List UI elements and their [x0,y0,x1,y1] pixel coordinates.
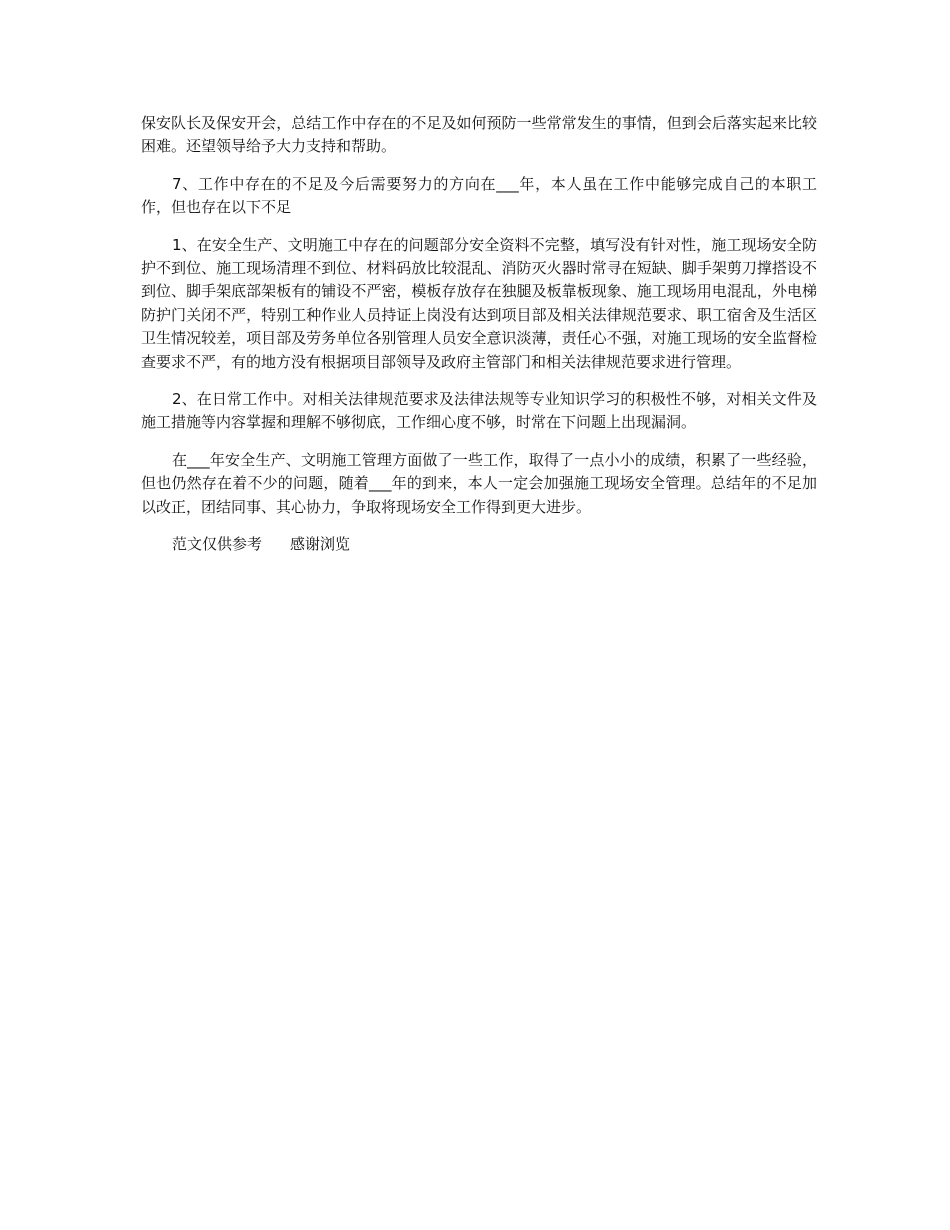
closing-line [141,533,817,556]
closing-left-text: 范文仅供参考 [172,535,263,554]
document-page [141,112,817,557]
paragraph-summary: 在___年安全生产、文明施工管理方面做了一些工作，取得了一点小小的成绩，积累了一些经验，但也仍然存在着不少的问题，随着___年的到来，本人一定会加强施工现场安全管理。总结年的不足加以改正，团结同事、其心协力，争取将现场安全工作得到更大进步。 [141,450,817,516]
paragraph-continuation: 保安队长及保安开会，总结工作中存在的不足及如何预防一些常常发生的事情，但到会后落实起来比较困难。还望领导给予大力支持和帮助。 [141,114,817,156]
paragraph-item-1: 1、在安全生产、文明施工中存在的问题部分安全资料不完整，填写没有针对性，施工现场安全防护不到位、施工现场清理不到位、材料码放比较混乱、消防灭火器时常寻在短缺、脚手架剪刀撑搭设不到位、脚手架底部架板有的铺设不严密，模板存放存在独腿及板靠板现象、施工现场用电混乱，外电梯防护门关闭不严，特别工种作业人员持证上岗没有达到项目部及相关法律规范要求、职工宿舍及生活区卫生情况较差，项目部及劳务单位各别管理人员安全意识淡薄，责任心不强，对施工现场的安全监督检查要求不严，有的地方没有根据项目部领导及政府主管部门和相关法律规范要求进行管理。 [141,235,817,371]
closing-right-text: 感谢浏览 [290,535,351,554]
paragraph-section-7: 7、工作中存在的不足及今后需要努力的方向在___年，本人虽在工作中能够完成自己的本职工作，但也存在以下不足 [141,174,817,217]
paragraph-item-2: 2、在日常工作中。对相关法律规范要求及法律法规等专业知识学习的积极性不够，对相关文件及施工措施等内容掌握和理解不够彻底，工作细心度不够，时常在下问题上出现漏洞。 [141,390,817,432]
